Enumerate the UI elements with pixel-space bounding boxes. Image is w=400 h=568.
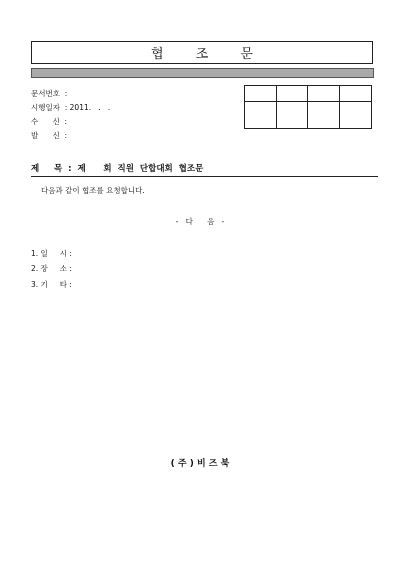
approval-sign-cell: [277, 102, 309, 128]
recipient-line: 수 신 :: [31, 117, 68, 126]
approval-title-cell: [340, 86, 372, 102]
approval-sign-cell: [340, 102, 372, 128]
document-title-text: 협 조 문: [151, 47, 267, 62]
company-name: ( 주 ) 비 즈 북: [170, 459, 230, 469]
item-place: 2. 장 소 :: [31, 264, 72, 273]
document-title: [31, 41, 373, 64]
approval-title-cell: [277, 86, 309, 102]
approval-table: [244, 85, 372, 129]
sender-line: 발 신 :: [31, 131, 68, 140]
effective-date-line: 시행일자 : 2011. . .: [31, 103, 111, 112]
daeum-heading: - 다 음 -: [175, 217, 225, 226]
item-other: 3. 기 타 :: [31, 280, 72, 289]
approval-sign-cell: [245, 102, 277, 128]
doc-number-line: 문서번호 :: [31, 89, 68, 98]
approval-sign-cell: [308, 102, 340, 128]
approval-title-cell: [308, 86, 340, 102]
request-text: 다음과 같이 협조를 요청합니다.: [41, 186, 145, 195]
item-datetime: 1. 일 시 :: [31, 249, 72, 258]
approval-title-cell: [245, 86, 277, 102]
subject-line: 제 목 : 제 회 직원 단합대회 협조문: [31, 162, 378, 177]
header-divider-bar: [31, 68, 374, 78]
